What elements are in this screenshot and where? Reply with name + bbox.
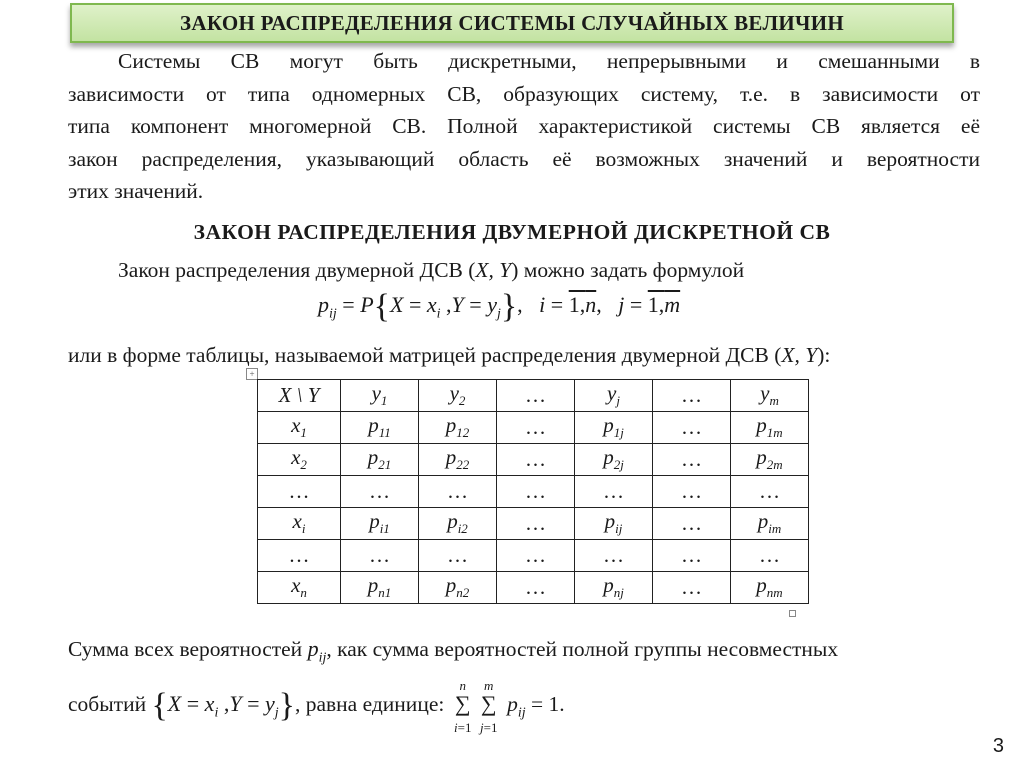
matrix-cell: … xyxy=(497,540,575,572)
matrix-cell: … xyxy=(419,476,497,508)
matrix-cell: $x_i$ xyxy=(258,508,341,540)
matrix-cell: … xyxy=(497,412,575,444)
matrix-header-cell: $y_m$ xyxy=(731,380,809,412)
matrix-cell: $p_{12}$ xyxy=(419,412,497,444)
conclusion-line-2 xyxy=(68,678,980,735)
matrix-header-cell: $y_j$ xyxy=(575,380,653,412)
matrix-cell: … xyxy=(341,476,419,508)
matrix-cell: $x_2$ xyxy=(258,444,341,476)
matrix-cell: $x_n$ xyxy=(258,572,341,604)
matrix-cell: … xyxy=(497,508,575,540)
matrix-cell: … xyxy=(258,540,341,572)
matrix-cell: … xyxy=(731,476,809,508)
matrix-cell: $p_{ij}$ xyxy=(575,508,653,540)
matrix-cell: $p_{1m}$ xyxy=(731,412,809,444)
formula-intro xyxy=(118,254,978,287)
conclusion-line2-middle: , равна единице: xyxy=(294,692,445,716)
double-sum-formula: ∑ n i=1 ∑ m j=1 $p_{ij} = 1$ xyxy=(453,678,560,735)
matrix-row xyxy=(258,508,809,540)
table-intro-prefix: или в форме таблицы, называемой матрицей распределения двумерной ДСВ ( xyxy=(68,343,782,367)
matrix-cell: $p_{22}$ xyxy=(419,444,497,476)
matrix-cell: … xyxy=(731,540,809,572)
matrix-cell: … xyxy=(258,476,341,508)
matrix-row xyxy=(258,412,809,444)
matrix-cell: $p_{n2}$ xyxy=(419,572,497,604)
distribution-matrix xyxy=(257,379,809,604)
intro-line-3: типа компонент многомерной СВ. Полной характеристикой системы СВ является её xyxy=(68,114,980,138)
table-intro-suffix: ): xyxy=(817,343,831,367)
probability-formula: $p_{ij} = P\{X = x_i$ $,Y = y_j$}, i = 1,n, j = 1,m xyxy=(318,288,681,325)
matrix-header-cell: X \ Y xyxy=(258,380,341,412)
event-expression: {$X = x_i$ $,Y = y_j$} xyxy=(151,687,295,724)
matrix-cell: … xyxy=(653,476,731,508)
matrix-cell: $p_{i2}$ xyxy=(419,508,497,540)
intro-line-5: этих значений. xyxy=(68,179,204,203)
matrix-row xyxy=(258,380,809,412)
formula-intro-suffix: ) можно задать формулой xyxy=(511,258,745,282)
matrix-cell: $p_{n1}$ xyxy=(341,572,419,604)
matrix-cell: … xyxy=(341,540,419,572)
formula-intro-prefix: Закон распределения двумерной ДСВ ( xyxy=(118,258,476,282)
matrix-header-cell: $y_1$ xyxy=(341,380,419,412)
matrix-cell: … xyxy=(497,444,575,476)
matrix-row xyxy=(258,572,809,604)
table-intro-vars: X, Y xyxy=(781,343,818,367)
matrix-cell: … xyxy=(575,540,653,572)
matrix-cell: … xyxy=(653,412,731,444)
page-number: 3 xyxy=(992,735,1004,757)
matrix-cell: … xyxy=(653,508,731,540)
matrix-cell: $p_{nm}$ xyxy=(731,572,809,604)
intro-line-4: закон распределения, указывающий область её возможных значений и вероятности xyxy=(68,146,980,171)
intro-paragraph xyxy=(68,45,980,208)
section-heading: ЗАКОН РАСПРЕДЕЛЕНИЯ ДВУМЕРНОЙ ДИСКРЕТНОЙ СВ xyxy=(193,220,831,244)
matrix-cell: $p_{nj}$ xyxy=(575,572,653,604)
matrix-header-cell: $y_2$ xyxy=(419,380,497,412)
slide-title: ЗАКОН РАСПРЕДЕЛЕНИЯ СИСТЕМЫ СЛУЧАЙНЫХ ВЕЛИЧИН xyxy=(70,3,954,43)
conclusion-suffix: , как сумма вероятностей полной группы несовместных xyxy=(326,637,839,661)
table-move-handle-icon[interactable]: + xyxy=(246,368,258,380)
matrix-cell: … xyxy=(497,476,575,508)
conclusion-line-1 xyxy=(68,633,980,675)
matrix-header-cell: … xyxy=(653,380,731,412)
table-resize-handle-icon[interactable] xyxy=(789,610,796,617)
matrix-cell: $p_{2m}$ xyxy=(731,444,809,476)
matrix-cell: … xyxy=(575,476,653,508)
conclusion-line2-end: . xyxy=(559,692,565,716)
matrix-cell: … xyxy=(653,540,731,572)
matrix-row xyxy=(258,476,809,508)
matrix-cell: … xyxy=(497,572,575,604)
formula-intro-vars: X, Y xyxy=(475,258,512,282)
conclusion-prefix: Сумма всех вероятностей xyxy=(68,637,303,661)
matrix-cell: $p_{11}$ xyxy=(341,412,419,444)
matrix-cell: … xyxy=(653,572,731,604)
intro-line-2: зависимости от типа одномерных СВ, образующих систему, т.е. в зависимости от xyxy=(68,81,980,106)
intro-line-1: Системы СВ могут быть дискретными, непрерывными и смешанными в xyxy=(118,49,980,73)
matrix-header-cell: … xyxy=(497,380,575,412)
table-intro xyxy=(68,339,980,372)
matrix-row xyxy=(258,444,809,476)
pij-symbol: $p_{ij}$ xyxy=(307,636,327,666)
matrix-cell: $x_1$ xyxy=(258,412,341,444)
matrix-row xyxy=(258,540,809,572)
matrix-cell: $p_{im}$ xyxy=(731,508,809,540)
matrix-cell: $p_{2j}$ xyxy=(575,444,653,476)
matrix-cell: $p_{1j}$ xyxy=(575,412,653,444)
matrix-cell: $p_{21}$ xyxy=(341,444,419,476)
matrix-cell: … xyxy=(653,444,731,476)
matrix-cell: … xyxy=(419,540,497,572)
matrix-cell: $p_{i1}$ xyxy=(341,508,419,540)
conclusion-line2-prefix: событий xyxy=(68,692,147,716)
